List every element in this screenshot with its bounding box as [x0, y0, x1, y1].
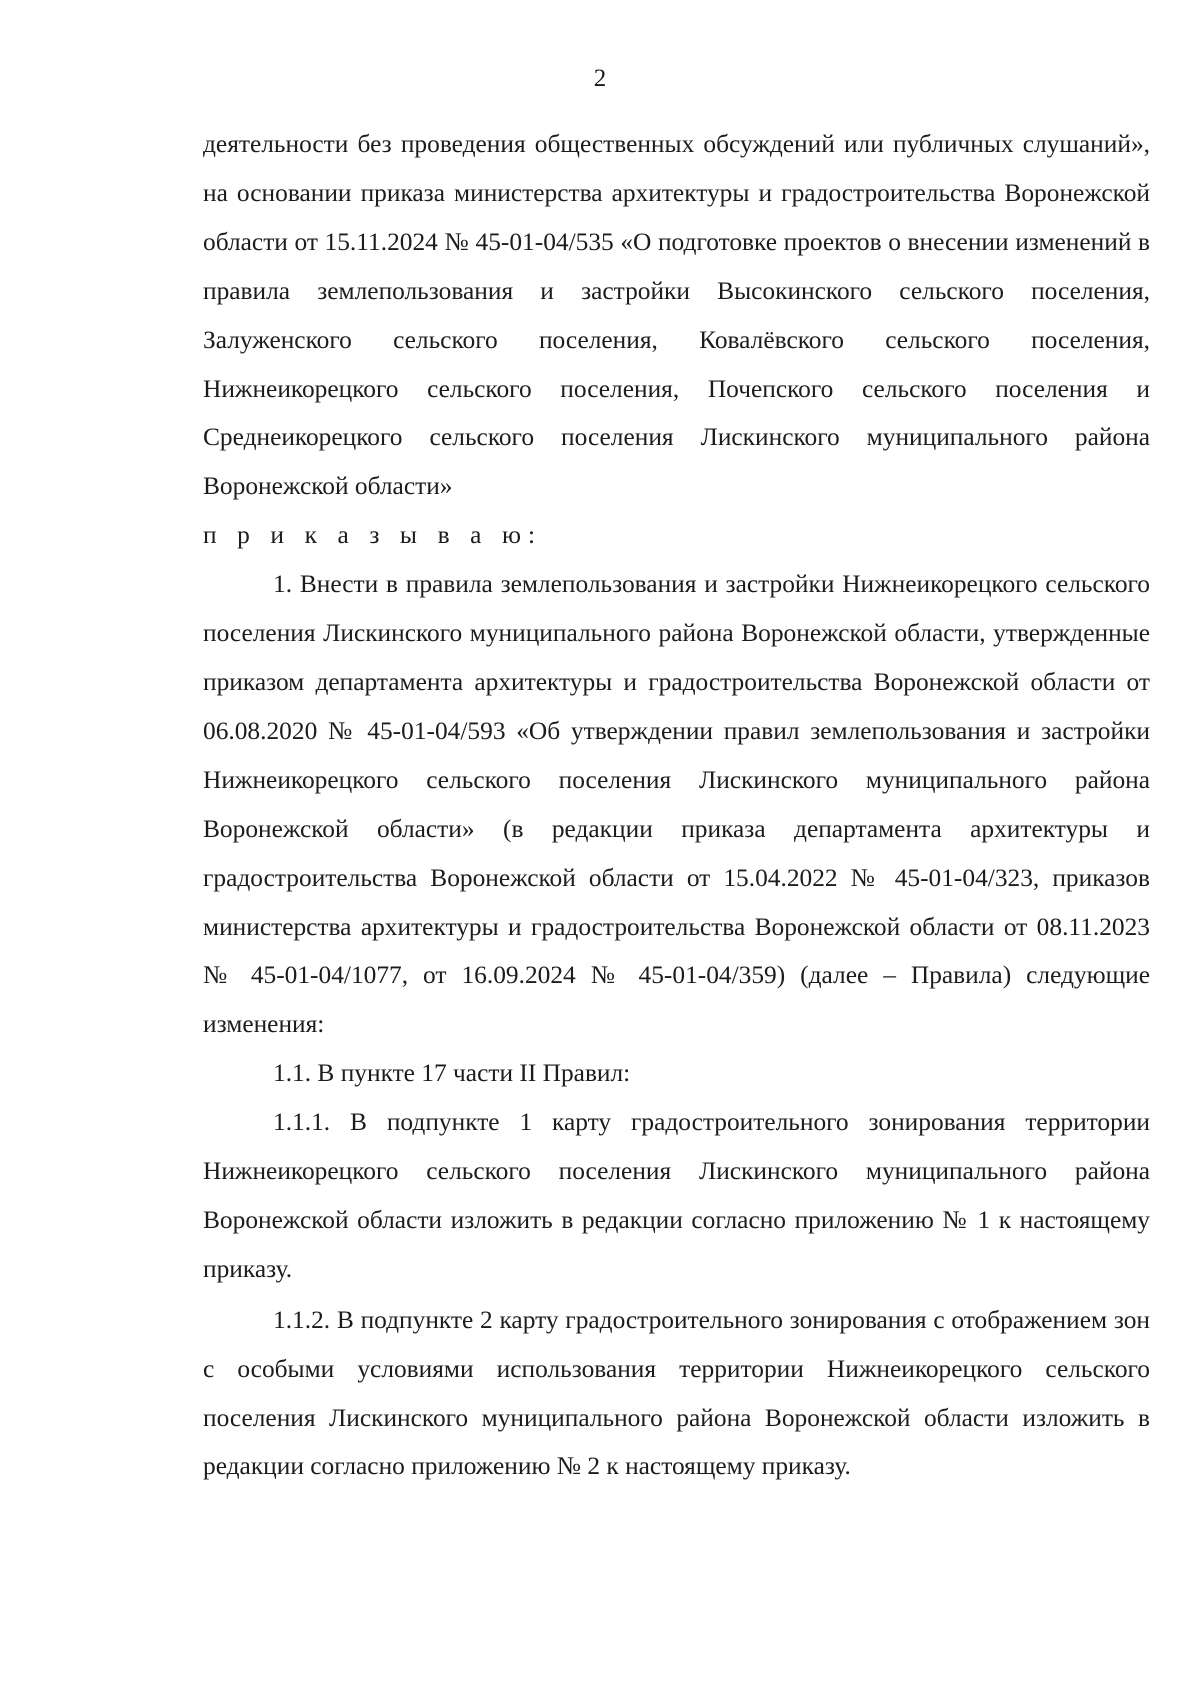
item-1-1-1-paragraph: 1.1.1. В подпункте 1 карту градостроительного зонирования территории Нижнеикорецкого сельского поселения Лискинского муниципального района Воронежской области изложить в редакции согласно приложению № 1 к настоящему приказу.: [203, 1108, 1150, 1283]
orders-word: п р и к а з ы в а ю:: [203, 521, 543, 550]
item-1-paragraph: 1. Внести в правила землепользования и застройки Нижнеикорецкого сельского поселения Лискинского муниципального района Воронежской области, утвержденные приказом департамента архитектуры и градостроительства Воронежской области от 06.08.2020 № 45-01-04/593 «Об утверждении правил землепользования и застройки Нижнеикорецкого сельского поселения Лискинского муниципального района Воронежской области» (в редакции приказа департамента архитектуры и градостроительства Воронежской области от 15.04.2022 № 45-01-04/323, приказов министерства архитектуры и градостроительства Воронежской области от 08.11.2023 № 45-01-04/1077, от 16.09.2024 № 45-01-04/359) (далее – Правила) следующие изменения:: [203, 570, 1150, 1039]
intro-paragraph: деятельности без проведения общественных обсуждений или публичных слушаний», на основании приказа министерства архитектуры и градостроительства Воронежской области от 15.11.2024 № 45-01-04/535 «О подготовке проектов о внесении изменений в правила землепользования и застройки Высокинского сельского поселения, Залуженского сельского поселения, Ковалёвского сельского поселения, Нижнеикорецкого сельского поселения, Почепского сельского поселения и Среднеикорецкого сельского поселения Лискинского муниципального района Воронежской области»: [203, 130, 1150, 501]
item-1-1-2-paragraph: 1.1.2. В подпункте 2 карту градостроительного зонирования с отображением зон с особыми условиями использования территории Нижнеикорецкого сельского поселения Лискинского муниципального района Воронежской области изложить в редакции согласно приложению № 2 к настоящему приказу.: [203, 1305, 1150, 1481]
item-1-1-paragraph: 1.1. В пункте 17 части II Правил:: [273, 1059, 631, 1088]
page-number: 2: [593, 65, 607, 92]
document-body: [203, 120, 1150, 1491]
